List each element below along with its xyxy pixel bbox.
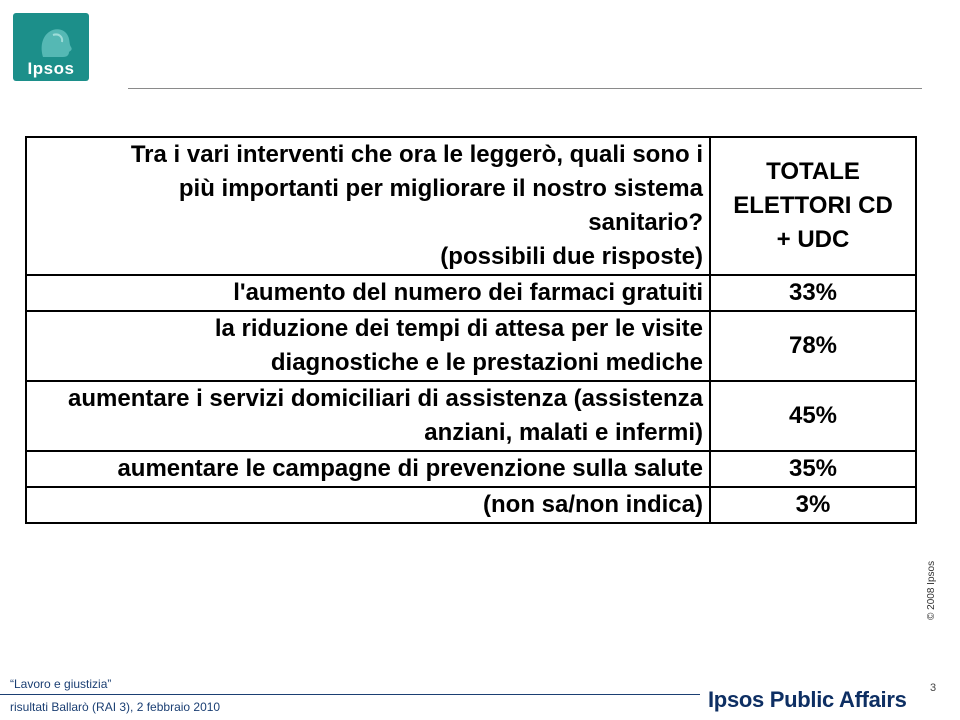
question-line: Tra i vari interventi che ora le leggerò, quali sono i [130,141,703,168]
header-divider [128,88,922,89]
question-line: sanitario? [588,209,703,236]
total-header-line: + UDC [776,226,850,253]
footer-title: “Lavoro e giustizia” [10,677,112,691]
row-value: 45% [710,381,916,451]
row-label-line: anziani, malati e infermi) [424,419,703,446]
footer-divider [0,694,700,695]
brand-name: Ipsos Public Affairs [708,687,907,712]
ipsos-logo [13,13,89,81]
table-row [26,311,916,381]
question-line: più importanti per migliorare il nostro sistema [178,175,703,202]
row-value: 33% [710,275,916,311]
table-row [26,381,916,451]
table-row [26,487,916,523]
row-value: 3% [710,487,916,523]
row-label [26,275,710,311]
total-header [710,137,916,275]
question-line: (possibili due risposte) [440,243,703,270]
footer-subtitle: risultati Ballarò (RAI 3), 2 febbraio 2010 [10,700,221,714]
row-label-line: aumentare le campagne di prevenzione sulla salute [117,455,703,482]
table-header-row [26,137,916,275]
row-label-line: aumentare i servizi domiciliari di assistenza (assistenza [68,385,703,412]
survey-table [25,136,917,524]
row-label-line: diagnostiche e le prestazioni mediche [270,349,703,376]
row-label [26,487,710,523]
row-value: 35% [710,451,916,487]
row-label-line: (non sa/non indica) [483,491,703,518]
copyright-notice: © 2008 Ipsos [926,560,937,620]
question-header [26,137,710,275]
row-label [26,451,710,487]
total-header-line: ELETTORI CD [733,192,893,219]
logo-text: Ipsos [27,59,75,78]
row-label [26,311,710,381]
row-label-line: la riduzione dei tempi di attesa per le visite [214,315,703,342]
table-row [26,275,916,311]
row-value: 78% [710,311,916,381]
table-row [26,451,916,487]
row-label [26,381,710,451]
slide-number: 3 [930,682,937,694]
total-header-line: TOTALE [766,158,860,185]
row-label-line: l'aumento del numero dei farmaci gratuiti [233,279,703,306]
